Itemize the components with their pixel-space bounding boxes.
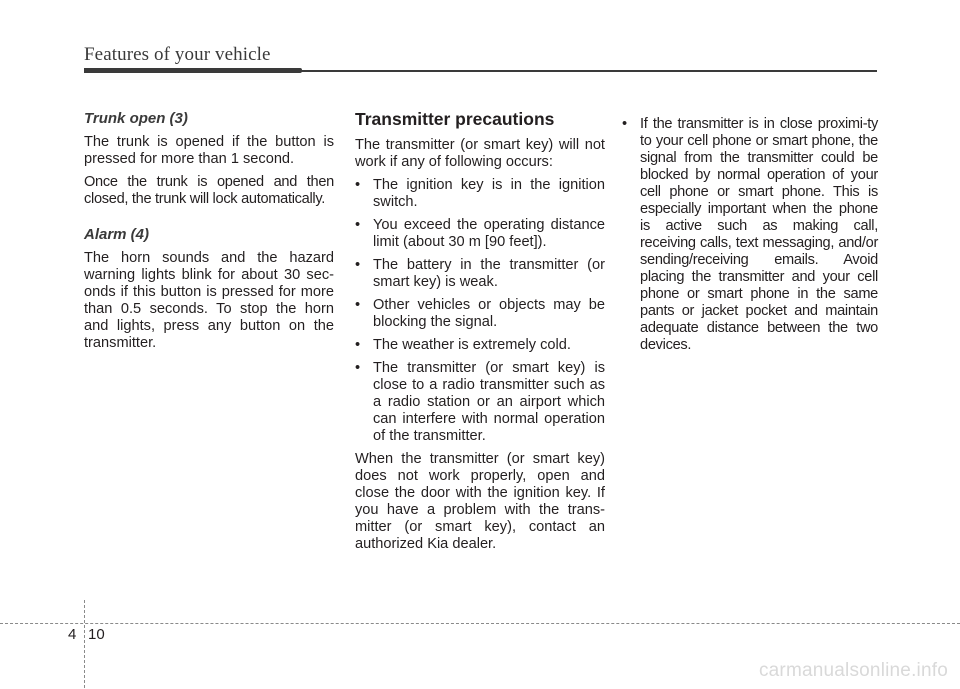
- list-item: • You exceed the operating distance limit (about 30 m [90 feet]).: [355, 217, 605, 251]
- list-item: • The ignition key is in the ignition switch.: [355, 177, 605, 211]
- list-item: • The battery in the transmitter (or smart key) is weak.: [355, 257, 605, 291]
- cell-phone-list: [622, 116, 878, 354]
- alarm-paragraph: The horn sounds and the hazard warning lights blink for about 30 sec-onds if this button is pressed for more than 0.5 seconds. To stop the horn and lights, press any button on the transmitter.: [84, 250, 334, 351]
- page-number: 10: [88, 626, 105, 643]
- column-2: [355, 111, 605, 559]
- section-title-transmitter-precautions: Transmitter precautions: [355, 109, 555, 129]
- list-item: • Other vehicles or objects may be blocking the signal.: [355, 297, 605, 331]
- precautions-list: [355, 177, 605, 445]
- footer-vertical-divider: [84, 600, 85, 688]
- watermark: carmanualsonline.info: [758, 660, 948, 681]
- chapter-number: 4: [68, 626, 77, 643]
- list-item: • The weather is extremely cold.: [355, 337, 605, 354]
- page-title: Features of your vehicle: [84, 44, 271, 65]
- alarm-heading: Alarm (4): [84, 226, 150, 243]
- column-1: [84, 110, 334, 358]
- trunk-open-paragraph-1: The trunk is opened if the button is pressed for more than 1 second.: [84, 134, 334, 167]
- column-3: [622, 116, 878, 360]
- header-rule-thin: [300, 70, 877, 72]
- trunk-open-paragraph-2: Once the trunk is opened and then closed, the trunk will lock automatically.: [84, 174, 334, 207]
- list-item: • The transmitter (or smart key) is close to a radio transmitter such as a radio station or an airport which can interfere with normal operation of the transmitter.: [355, 360, 605, 445]
- header-rule-thick: [84, 68, 302, 73]
- trunk-open-heading: Trunk open (3): [84, 110, 188, 127]
- list-item: • If the transmitter is in close proximi-ty to your cell phone or smart phone, the signal from the transmitter could be blocked by normal operation of your cell phone or smart phone. This is especially important when the phone is active such as making call, receiving calls, text messaging, and/or sending/receiving emails. Avoid placing the transmitter and your cell phone or smart phone in the same pants or jacket pocket and maintain adequate distance between the two devices.: [622, 116, 878, 354]
- precautions-closing: When the transmitter (or smart key) does not work properly, open and close the door with the ignition key. If you have a problem with the trans-mitter (or smart key), contact an authorized Kia dealer.: [355, 451, 605, 552]
- precautions-intro: The transmitter (or smart key) will not work if any of following occurs:: [355, 137, 605, 170]
- footer-divider: [0, 623, 960, 624]
